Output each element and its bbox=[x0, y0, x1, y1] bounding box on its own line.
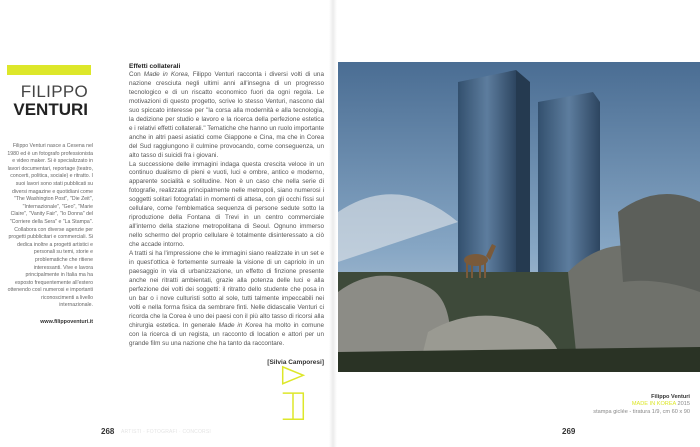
project-title: Made in Korea bbox=[218, 321, 263, 329]
ev-logo-icon bbox=[278, 365, 308, 423]
running-footer: ARTISTI · FOTOGRAFI · CONCORSI bbox=[121, 429, 211, 435]
caption-author: Filippo Venturi bbox=[651, 394, 690, 400]
article-paragraph bbox=[129, 250, 324, 348]
author-website-link[interactable]: www.filippoventuri.it bbox=[40, 319, 93, 326]
text: Con bbox=[129, 71, 144, 78]
caption-year: 2015 bbox=[677, 401, 690, 408]
photo-caption bbox=[593, 394, 690, 416]
article-title: Effetti collaterali bbox=[129, 63, 181, 70]
accent-bar bbox=[7, 65, 91, 75]
author-bio: Filippo Venturi nasce a Cesena nel 1980 ed è un fotografo professionista e video maker. Si è specializzato in lavori documentari, reportage (teatro, concerti, politica, sociale) e ritratto. I suoi lavori sono stati pubblicati su diversi magazine e quotidiani come "The Washington Post", "Die Zeit", "Internazionale", "Geo", "Marie Claire", "Vanity Fair", "Io Donna" del "Corriere della Sera" e "La Stampa". Collabora con diverse agenzie per progetti pubblicitari e commerciali. Si dedica inoltre a progetti artistici e personali su temi, storie e problematiche che ritiene interessanti. Vive e lavora principalmente in Italia ma ha esposto frequentemente all'estero ottenendo così numerosi e importanti riconoscimenti a livello internazionale. bbox=[7, 143, 93, 309]
photo-deer-skyscrapers bbox=[338, 62, 700, 372]
page-number-left: 268 bbox=[101, 427, 115, 436]
caption-title: MADE IN KOREA bbox=[631, 401, 676, 408]
page-gutter bbox=[329, 0, 337, 447]
text: A tratti si ha l'impressione che le immagini siano realizzate in un set e in quest'ottica è fortemente surreale la visione di un capriolo in un paesaggio in via di urbanizzazione, un effetto di finzione presente anche nei ritratti ambientati, grazie alla potenza delle luci e alla perfezione dei volti dei soggetti: il ritratto dello studente che posa in un bar o i nove culturisti sotto al sole, tutti talmente impeccabili nei volti e nella forma fisica da sembrare finti. Nelle didascalie Venturi ci ricorda che la Corea è uno dei paesi con il più alto tasso di ricorsi alla chirurgia estetica. In generale bbox=[129, 250, 324, 329]
article-signature: [Silvia Camporesi] bbox=[267, 358, 324, 366]
article-paragraph: La successione delle immagini indaga questa crescita veloce in un continuo dualismo di pieni e vuoti, luci e ombre, antico e moderno, apparente socialità e solitudine. Non è un caso che nella serie di fotografie, realizzata principalmente nelle metropoli, siano numerosi i soggetti solitari fotografati in momenti di attesa, con gli occhi fissi sul cellulare, come l'emblematica sequenza di persone sedute sotto la riproduzione della Fontana di Trevi in un centro commerciale all'interno della stazione metropolitana di Seoul. Ognuno immerso nello schermo del proprio cellulare è totalmente disinteressato a ciò che accade intorno. bbox=[129, 160, 324, 249]
author-last-name: VENTURI bbox=[13, 100, 88, 119]
text: ha molto in comune con la ricerca di un regista, un racconto di location e attori per un grande film su una nazione che ha tanto da raccontare. bbox=[129, 321, 325, 347]
text: , Filippo Venturi racconta i diversi volti di una nazione cresciuta negli ultimi anni all'insegna di un progresso tecnologico e di un riscatto economico fuori da ogni regola. Le motivazioni di questo progetto, scrive lo stesso Venturi, nascono dal suo spiccato interesse per "la corsa alla modernità e alla tecnologia, la dedizione per studio e lavoro e la ricerca della perfezione estetica e i relativi effetti collaterali." Tematiche che hanno un ruolo importante anche in altri paesi asiatici come Giappone e Cina, ma che in Corea del Sud raggiungono il culmine provocando, come conseguenza, un alto tasso di suicidi fra i giovani. bbox=[129, 71, 324, 159]
author-first-name: FILIPPO bbox=[20, 82, 88, 101]
article-body bbox=[129, 62, 324, 367]
article-paragraph bbox=[129, 71, 324, 161]
project-title: Made in Korea bbox=[143, 71, 188, 78]
author-info-column bbox=[6, 143, 93, 326]
page-number-right: 269 bbox=[562, 427, 576, 436]
caption-details: stampa giclée - tiratura 1/9, cm 60 x 90 bbox=[593, 408, 690, 415]
